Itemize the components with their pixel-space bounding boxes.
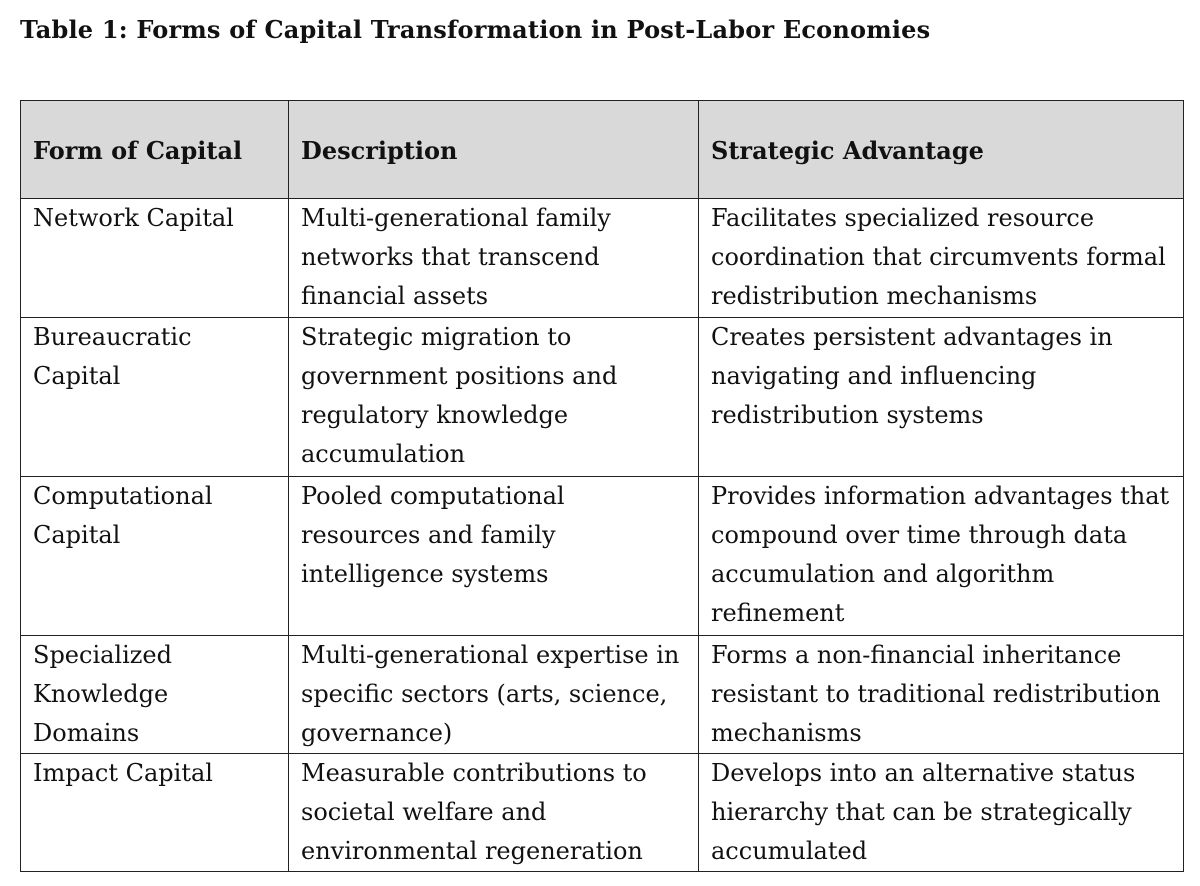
header-row bbox=[21, 101, 1184, 199]
cell-description: Strategic migration to government positions and regulatory knowledge accumulation bbox=[289, 318, 699, 477]
cell-strategic-advantage: Forms a non-financial inheritance resistant to traditional redistribution mechanisms bbox=[699, 636, 1184, 754]
table-row bbox=[21, 754, 1184, 872]
cell-strategic-advantage: Creates persistent advantages in navigating and influencing redistribution systems bbox=[699, 318, 1184, 477]
cell-strategic-advantage: Provides information advantages that compound over time through data accumulation and algorithm refinement bbox=[699, 477, 1184, 636]
table-row bbox=[21, 477, 1184, 636]
table-body bbox=[21, 199, 1184, 872]
cell-form-of-capital: Impact Capital bbox=[21, 754, 289, 872]
cell-form-of-capital: Bureaucratic Capital bbox=[21, 318, 289, 477]
table-row bbox=[21, 199, 1184, 318]
cell-description: Pooled computational resources and family intelligence systems bbox=[289, 477, 699, 636]
cell-description: Multi-generational family networks that transcend financial assets bbox=[289, 199, 699, 318]
cell-strategic-advantage: Facilitates specialized resource coordination that circumvents formal redistribution mechanisms bbox=[699, 199, 1184, 318]
table-header bbox=[21, 101, 1184, 199]
cell-form-of-capital: Specialized Knowledge Domains bbox=[21, 636, 289, 754]
cell-description: Multi-generational expertise in specific sectors (arts, science, governance) bbox=[289, 636, 699, 754]
capital-forms-table bbox=[20, 100, 1184, 872]
column-header-label: Form of Capital bbox=[33, 136, 243, 165]
column-header-description bbox=[289, 101, 699, 199]
cell-strategic-advantage: Develops into an alternative status hierarchy that can be strategically accumulated bbox=[699, 754, 1184, 872]
cell-description: Measurable contributions to societal welfare and environmental regeneration bbox=[289, 754, 699, 872]
column-header-label: Strategic Advantage bbox=[711, 136, 984, 165]
cell-form-of-capital: Network Capital bbox=[21, 199, 289, 318]
table-row bbox=[21, 318, 1184, 477]
column-header-strategic-advantage bbox=[699, 101, 1184, 199]
cell-form-of-capital: Computational Capital bbox=[21, 477, 289, 636]
table-caption: Table 1: Forms of Capital Transformation in Post-Labor Economies bbox=[20, 15, 931, 44]
column-header-form-of-capital bbox=[21, 101, 289, 199]
column-header-label: Description bbox=[301, 136, 458, 165]
table-row bbox=[21, 636, 1184, 754]
